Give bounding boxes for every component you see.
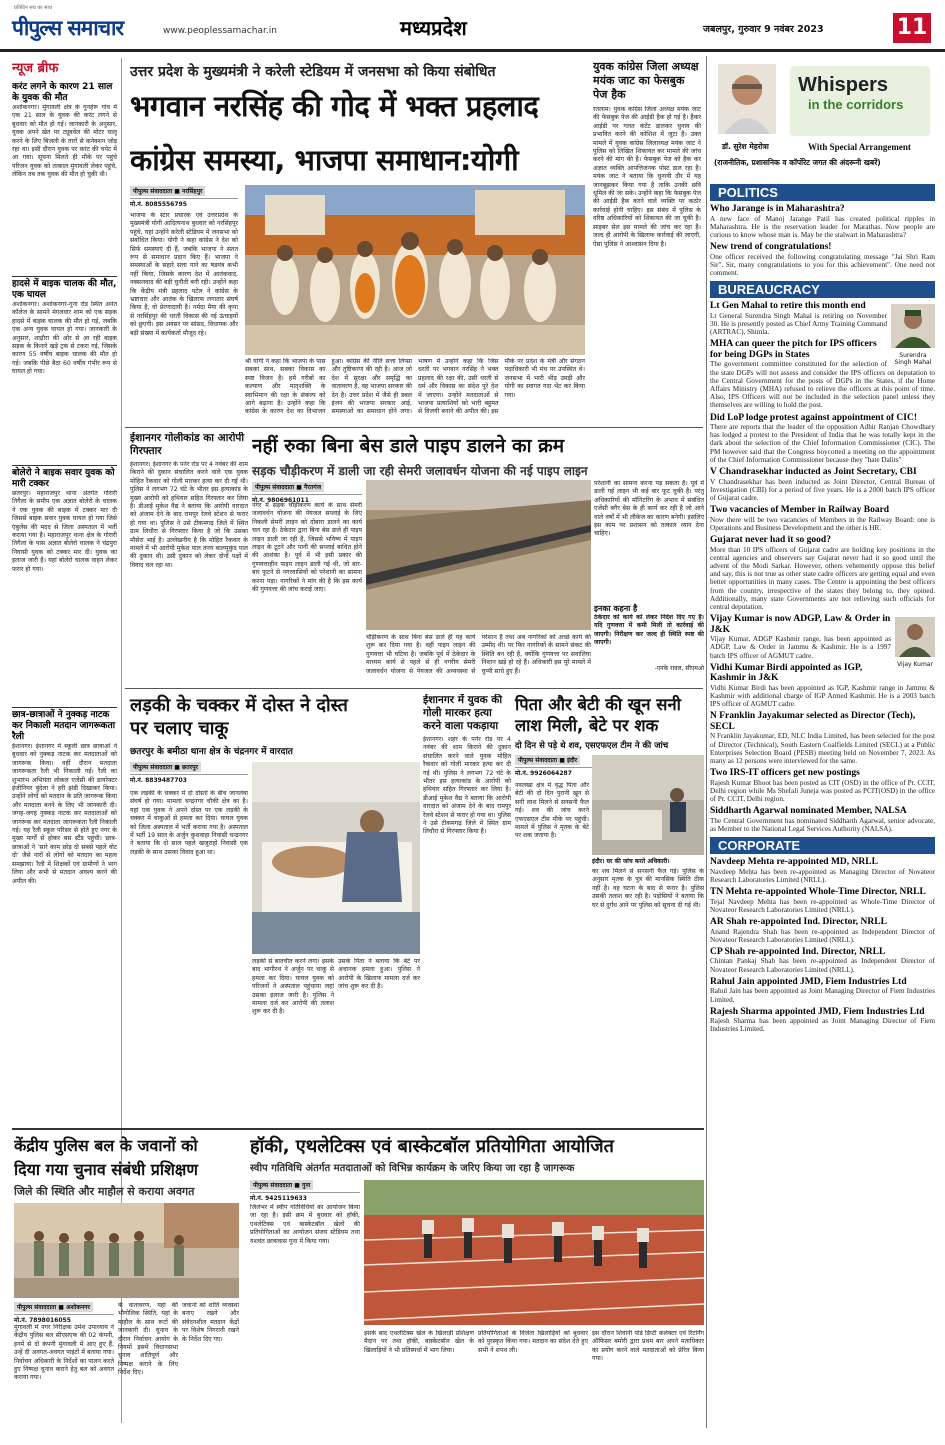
bureaucracy-headline: V Chandrasekhar inducted as Joint Secretary, CBI bbox=[710, 467, 917, 478]
brief-body: ईशानगर। ईशानगर में स्कूली छात्र छात्राओं ने बुधवार को नुक्कड़ नाटक कर मतदाताओं को जागरूक किया। वहीं दौरान मतदाता जागरूकता रैली भी निकाली गई। रैली का शुभारंभ अभियंता लोकल एजेंसी की डायरेक्टर इंजीनियर बुंदेला ने हरी झंडी दिखाकर किया। उन्होंने लोगों को मतदान के प्रति जागरूक किया और मतदाता बनने के लिए भी जानकारी दी। जगह-जगह नुक्कड़ नाटक कर मतदाताओं को जागरूक कर मतदाता जागरूकता रैली निकाली गई। यह रैली स्कूल परिसर से होते हुए नगर के मुख्य मार्गों से होकर बस स्टैंड पहुंची। छात्र-छात्राओं ने ‘सारे काम छोड़ दो सबसे पहले वोट दो’ जैसे नारों से लोगों को मतदान का महत्व समझाया। रैली में शिक्षकों एवं ग्रामीणों ने भाग लिया और सभी से मतदान अवश्य करने की अपील की। bbox=[12, 743, 117, 885]
officer-portrait bbox=[895, 617, 935, 657]
girl-credit: पीपुल्स संवाददाता ■ छतरपुर bbox=[130, 762, 201, 772]
athletics-race-image bbox=[364, 1180, 704, 1325]
columnist-name: डॉ. सुरेश मेहरोत्रा bbox=[722, 142, 769, 151]
corporate-headline: TN Mehta re-appointed Whole-Time Director, NRLL bbox=[710, 887, 926, 898]
bureaucracy-body: Now there will be two vacancies of Members in the Railway Board: one is Operations and Business Development and the other is HR. bbox=[710, 515, 935, 532]
brief-title: न्यूज ब्रीफ bbox=[12, 61, 59, 76]
corporate-body: Anand Rajendra Shah has been re-appointed as Independent Director of Novateor Research Laboratories Limited (NRLL). bbox=[710, 927, 935, 944]
logo-text: पीपुल्स समाचार bbox=[12, 16, 124, 40]
hockey-body: जिलेभर में स्वीप गतिविधियों का आयोजन किया जा रहा है। इसी क्रम में बुधवार को हॉकी, एथलेटिक्स एवं बास्केटबॉल खेलों की प्रतियोगिताओं का आयोजन संजय स्टेडियम तथा यशवंत छात्रावास गुना में किया गया। bbox=[250, 1204, 360, 1245]
brief-headline: हादसे में बाइक चालक की मौत, एक घायल bbox=[12, 276, 117, 301]
bureaucracy-headline: Two IRS-IT officers get new postings bbox=[710, 768, 860, 779]
general-portrait bbox=[891, 304, 935, 348]
corporate-body: Tejal Navdeep Mehta has been re-appointed as Whole-Time Director of Novateor Research Laboratories Limited (NRLL). bbox=[710, 897, 935, 914]
right-column bbox=[710, 184, 935, 1429]
bureaucracy-body: Vijay Kumar, ADGP Kashmir range, has been appointed as ADGP, Law & Order in Jammu & Kashmir. He is a 1997 batch IPS officer of AGMUT cadre. bbox=[710, 635, 891, 660]
corporate-body: Navdeep Mehta has been re-appointed as Managing Director of Novateor Research Laboratories Limited (NRLL). bbox=[710, 867, 935, 884]
bureaucracy-body: V Chandrasekhar has been inducted as Joint Director, Central Bureau of Investigation (CBI) for a period of five years. He is a 2000 batch IPS officer of Gujarat cadre. bbox=[710, 477, 935, 502]
bureaucracy-headline: MHA can queer the pitch for IPS officers for being DGPs in States bbox=[710, 339, 877, 360]
corporate-body: Rajesh Sharma has been appointed as Joint Managing Director of Fiem Industries Limited. bbox=[710, 1017, 935, 1034]
police-photo bbox=[14, 1203, 239, 1298]
page-number: 11 bbox=[893, 13, 931, 43]
brief-body: अशोकनगर। मुंगावली क्षेत्र के गुनहेरू गांव में एक 21 साल के युवक की करंट लगने से बुधवार को मौत हो गई। जानकारी के अनुसार, युवक अपने खेत पर ट्यूबवेल की मोटर चालू करने के लिए बिजली के तारों से कनेक्शन जोड़ रहा था। इसी दौरान युवक पर करंट की चपेट में आ गया। सूचना मिलते ही मौके पर पहुंचे परिजन युवक को तत्काल मुंगावली लेकर पहुंचे, लेकिन तब तक युवक की मौत हो चुकी थी। bbox=[12, 104, 117, 179]
girl-body: एक लड़की के चक्कर में दो दोस्तों के बीच जानलेवा संघर्ष हो गया। मामला चन्द्रनगर चौकी क्षेत्र का है। यहां एक युवक ने अपने दोस्त पर एक लड़की के चक्कर में चाकुओं से हमला कर दिया। घायल युवक को जिला अस्पताल में भर्ती कराया गया है। अस्पताल में भर्ती 19 साल के अर्जुन कुशवाहा निवासी चन्द्रनगर ने बताया कि दो साल पहले खजुराहो निवासी एक लड़की के साथ उसका विवाद हुआ था। bbox=[130, 790, 248, 856]
hockey-body-col3: प्रतियोगिताओं के विजेता खिलाड़ियों को बुधवार को पुरस्कृत किया गया। मतदान का संदेश देते हुए सभी ने शपथ ली। bbox=[478, 1330, 588, 1354]
youth-headline: युवक कांग्रेस जिला अध्यक्ष मयंक जाट का फेसबुक पेज हैक bbox=[593, 60, 699, 101]
police-phone: मो.नं. 7898016055 bbox=[14, 1314, 114, 1324]
lead-phone: मो.नं. 8085556795 bbox=[130, 198, 238, 208]
girl-credit-block bbox=[130, 762, 248, 784]
pipeline-right bbox=[594, 480, 704, 682]
bureaucracy-headline: N Franklin Jayakumar selected as Director (Tech), SECL bbox=[710, 711, 916, 732]
politics-band: POLITICS bbox=[710, 184, 935, 201]
brief-body: अशोकनगर। अशोकनगर-गुना रोड स्थित अनंत कॉलेज के सामने मंगलवार शाम को एक सड़क हादसे में बाइक चालक की मौत हो गई, जबकि एक अन्य युवक घायल हो गया। जानकारी के अनुसार, शाढ़ौरा की ओर से आ रही बाइक सड़क के किनारे खड़े ट्रक से टकरा गई, जिसके कारण 55 वर्षीय बाइक चालक की मौत हो गई। जबकि पीछे बैठा 60 वर्षीय गंभीर रूप से घायल हो गया। bbox=[12, 301, 117, 376]
bureaucracy-body: More than 10 IPS officers of Gujarat cadre are holding key positions in the central agencies and observers say Gujarat never had it so good until the advent of the Modi Sarkar. However, others vehemently oppose this belief and say, this is not true as other state cadre officers are getting equal and even better opportunities in many cases. The Centre is appointing the best officers from the country, irrespective of the states they belong to, they opined. Additionally, many state Governments are not relieving such officials for central deputation. bbox=[710, 545, 935, 611]
police-credit-block bbox=[14, 1302, 114, 1324]
politics-body: One officer received the following congratulating message "Jai Shri Ram Sir". Sir, many congratulations to you for this achievement". One need not comment. bbox=[710, 252, 935, 278]
whispers-logo bbox=[790, 66, 930, 136]
pipeline-body-col3: परेशानी का सामना करना पड़ सकता है। पूर्व में डाली गई लाइन भी कई बार फूट चुकी है। परंतु अधिकारियों की मॉनिटरिंग के अभाव में संबंधित एजेंसी बगैर बेस के ही कार्य कर रही है जो आने वाले वर्षों में भी लीकेज का कारण बनेगी। इसलिए इस काम पर प्रशासन को तत्काल ध्यान देना चाहिए। bbox=[594, 480, 704, 538]
father-body: नवलखा क्षेत्र में वृद्ध पिता और बेटी की दो दिन पुरानी खून से सनी लाश मिलने से सनसनी फैल गई। शव की जांच करने एफएसएल टीम मौके पर पहुंची। मामले में पुलिस ने मृतक के बेटे पर शक जताया है। bbox=[515, 782, 589, 840]
bureaucracy-body: The government committee constituted for the selection of the state DGPs will not assess and consider the IPS officers on deputation to the Central Government for the posts of DGPs in the States, if the Home Affairs Ministry (MHA) refused to relieve the officers at this point of time. Also, IPS Officers will not be included in the selection panel unless they themselves are willing to hold the post. bbox=[710, 360, 935, 410]
politics-headline: New trend of congratulations! bbox=[710, 242, 832, 253]
gun-body: ईशानगर। शहर के पनेर रोड पर 4 नवंबर की शाम किराने की दुकान संचालित करने वाले युवक मोहित रैकवार को गोली मारकर हत्या कर दी गई थी। पुलिस ने लगभग 72 घंटे के भीतर इस हत्याकांड के आरोपी को हथियार सहित गिरफ्तार कर लिया है। डीआई मुकेश वैद्य ने बताया कि आरोपी वारदात को अंजाम देने के बाद रामपुर रेलवे स्टेशन से फरार हो गया था। पुलिस ने उसे टीकमगढ़ जिले में स्थित ग्राम लिधौरा से गिरफ्तार किया है। bbox=[423, 736, 511, 836]
logo-tagline: प्रतिदिन सच का साथ bbox=[14, 5, 53, 11]
special-arrangement: With Special Arrangement bbox=[808, 142, 911, 152]
ishanagar-body: ईशानगर। ईशानगर के पनेर रोड पर 4 नवंबर की शाम किराने की दुकान संचालित करने वाले एक युवक मोहित रैकवार को गोली मारकर हत्या कर दी गई थी। पुलिस ने लगभग 72 घंटे के भीतर इस हत्याकांड के मुख्य आरोपी को हथियार सहित गिरफ्तार कर लिया है। डीआई मुकेश वैद्य ने बताया कि आरोपी वारदात को अंजाम देने के बाद रामपुर रेलवे स्टेशन से फरार हो गया था। पुलिस ने उसे टीकमगढ़ जिले में स्थित ग्राम लिधौरा से गिरफ्तार किया है जो कि उसका मौसेरा भाई है। उल्लेखनीय है कि मोहित रैकवार के मामले में भी आरोपी मुकेश पाल तनय बालमुकुंद पाल की दुकान थी। उसी दुकान को लेकर दोनों पक्षों में विवाद चल रहा था। bbox=[130, 461, 248, 569]
corporate-headline: Navdeep Mehta re-appointed MD, NRLL bbox=[710, 857, 878, 868]
girl-body-col2: लड़की से बातचीत करने लगा। इसके बाद भागीरथ ने अर्जुन पर चाकू से हमला कर दिया। घायल युवक को परिजनों ने अस्पताल पहुंचाया जहां उसका इलाज जारी है। पुलिस ने मामला दर्ज कर आरोपी की तलाश शुरू कर दी है। bbox=[252, 958, 334, 1016]
youth-body: रतलाम। युवक कांग्रेस जिला अध्यक्ष मयंक जाट की फेसबुक पेज की आईडी हैक हो गई है। हैकर आईडी पर गलत कंटेंट डालकर चुनाव की प्रभावित करने की कोशिश में जुटा है। उक्त मामले में युवक कांग्रेस जिलाध्यक्ष मयंक जाट ने पुलिस को लिखित शिकायत कर मामले की जांच करने की मांग की है। फेसबुक पेज को हैक कर अज्ञात व्यक्ति आपत्तिजनक पोस्ट डाल रहा है। मयंक जाट ने बताया कि चुनावी दौर में यह जानबूझकर किया गया है ताकि उनकी छवि धूमिल की जा सके। उन्होंने कहा कि फेसबुक पेज की आईडी हैक करने वाले व्यक्ति पर कठोर कार्रवाई होनी चाहिए। इस संबंध में पुलिस के वरिष्ठ अधिकारियों को शिकायत की जा चुकी है। साइबर सेल इस मामले की जांच कर रहा है। जल्द ही आरोपी के खिलाफ कार्रवाई की जाएगी, ऐसा पुलिस ने आश्वासन दिया है। bbox=[593, 106, 701, 248]
pipeline-credit: पीपुल्स संवाददाता ■ गैरतगंज bbox=[252, 482, 324, 492]
corporate-headline: CP Shah re-appointed Ind. Director, NRLL bbox=[710, 946, 886, 957]
pipeline-quote: ठेकेदार को कार्य को लेकर निर्देश दिए गए हैं। यदि गुणवत्ता में कमी मिली तो कार्रवाई की जाएगी। निरीक्षण कर जल्द ही स्थिति स्पष्ट की जाएगी। bbox=[594, 614, 704, 647]
lead-headline-2: कांग्रेस समस्या, भाजपा समाधान:योगी bbox=[130, 143, 519, 177]
column-rule bbox=[706, 56, 707, 1428]
lead-photo bbox=[245, 185, 585, 355]
section-divider bbox=[125, 427, 703, 428]
masthead-logo bbox=[12, 5, 124, 42]
lead-headline-1: भगवान नरसिंह की गोद में भक्त प्रहलाद bbox=[130, 89, 539, 123]
columnist-portrait bbox=[718, 64, 776, 134]
father-credit: पीपुल्स संवाददाता ■ इंदौर bbox=[515, 755, 580, 765]
vijay-photo bbox=[895, 617, 935, 668]
mahal-photo bbox=[891, 304, 935, 366]
hockey-credit: पीपुल्स संवाददाता ■ गुना bbox=[250, 1180, 313, 1190]
mahal-caption: Surendra Singh Mahal bbox=[894, 352, 932, 367]
pipeline-headline: नहीं रुका बिना बेस डाले पाइप डालने का क्रम bbox=[252, 435, 565, 457]
pipeline-photo bbox=[366, 480, 591, 630]
bureaucracy-headline: Lt Gen Mahal to retire this month end bbox=[710, 301, 866, 312]
hockey-body-col4: इस दौरान शिवानी पांडे डिप्टी कलेक्टर एवं रिटर्निंग ऑफिसर बमोरी द्वारा प्रथम बार अपने मताधिकार का प्रयोग करने वाले मतदाताओं को प्रेरित किया गया। bbox=[592, 1330, 704, 1363]
police-headline-1: केंद्रीय पुलिस बल के जवानों को bbox=[14, 1136, 198, 1155]
hockey-credit-block bbox=[250, 1180, 360, 1202]
pipeline-credit-block bbox=[252, 482, 362, 504]
whispers-subtitle: in the corridors bbox=[808, 97, 904, 112]
father-body-col2: का शव मिलने से सनसनी फैल गई। पुलिस के अनुसार मृतक के पुत्र की मानसिक स्थिति ठीक नहीं है। वह घटना के बाद से फरार है। पुलिस उसकी तलाश कर रही है। पड़ोसियों ने बताया कि घर से दुर्गंध आने पर पुलिस को सूचना दी गई थी। bbox=[592, 868, 704, 909]
whispers-descriptor: (राजनीतिक, प्रशासनिक व कॉर्पोरेट जगत की अंदरूनी खबरें) bbox=[714, 158, 881, 167]
police-headline-2: दिया गया चुनाव संबंधी प्रशिक्षण bbox=[14, 1160, 198, 1179]
bureaucracy-headline: Did LoP lodge protest against appointment of CIC! bbox=[710, 412, 917, 423]
brief-headline: बोलेरो ने बाइक सवार युवक को मारी टक्कर bbox=[12, 465, 117, 490]
vijay-caption: Vijay Kumar bbox=[897, 661, 933, 669]
ishanagar-headline: ईशानगर गोलीकांड का आरोपी गिरफ्तार bbox=[130, 432, 245, 457]
police-body-col3: जवानों को शांति व्यवस्था बनाए रखने और संवेदनशील मतदान केंद्रों पर विशेष निगरानी रखने के निर्देश दिए गए। bbox=[182, 1302, 239, 1343]
pipeline-body-col2: चौड़ीकरण के साथ बिना बेस डाले ही यह कार्य शुरू कर दिया गया है। वहीं पाइप लाइन की गुणवत्ता भी घटिया है। जबकि पूर्व में ठेकेदार के माध्यम कार्य से पहले से ही नगरीय सेमरी जलावर्धन योजना से पेयजल की अव्यवस्था से परेशान हैं तथा अब नागरिकों को अच्छे कार्य की उम्मीद थी। पर फिर नागरिकों के सामने संकट की स्थिति बन रही है, क्योंकि गुणवत्ता पर सवालिया निशान खड़े हो रहे हैं। अधिकारी इस पूरे मामले में चुप्पी साधे हुए हैं। bbox=[366, 634, 591, 675]
section-divider bbox=[12, 1128, 704, 1130]
pipeline-quote-title: इनका कहना है bbox=[594, 604, 638, 613]
bureaucracy-body: N Franklin Jayakumar, ED, NLC India Limited, has been selected for the post of Director (Technical), South Eastern Coalfields Limited (SECL) at a Public Enterprises Selection Board (PESB) meeting held on November 7, 2023. As many as 12 persons were interviewed for the same. bbox=[710, 732, 935, 766]
columnist-photo bbox=[718, 64, 776, 134]
lead-credit-block bbox=[130, 186, 238, 208]
lead-body-col1: भाजपा के स्टार प्रचारक एवं उत्तरप्रदेश के मुख्यमंत्री योगी आदित्यनाथ बुधवार को नरसिंहपुर पहुंचे, यहां उन्होंने करेली स्टेडियम में जनसभा को संबोधित किया। योगी ने कहा कांग्रेस ने देश को सिर्फ समस्याएं दी हैं, जबकि भाजपा ने सतत रूप से समाधान प्रदान किए हैं। भाजपा ने समस्याओं के सहारे सत्ता पाने का षडयंत्र कभी नहीं किया, जिसके कारण देश में आतंकवाद, नक्सलवाद की बड़ी चुनौती बनी रही। उन्होंने कहा कि केंद्रीय मंत्री प्रहलाद पटेल ने कांग्रेस के भ्रष्टाचार और आतंक के खिलाफ लगातार संघर्ष किया है, वो प्रेरणादायी है। नर्मदा मैया की कृपा से नरसिंहपुर की धरती विकास की नई ऊंचाइयों को छुएगी। इस अवसर पर सांसद, विधायक और बड़ी संख्या में कार्यकर्ता मौजूद रहे। bbox=[130, 212, 238, 337]
gun-headline: ईशानगर में युवक की गोली मारकर हत्या करने वाला पकड़ाया bbox=[423, 694, 503, 732]
politics-headline: Who Jarange is in Maharashtra? bbox=[710, 204, 845, 214]
father-subhead: दो दिन से पड़े थे शव, एसएफएल टीम ने की जांच bbox=[515, 741, 669, 751]
bureaucracy-body: There are reports that the leader of the opposition Adhir Ranjan Chowdhary has lodged a protest to the President of India that he was totally kept in the dark about the selection of the Chief Information Commissioner (CIC). The PM however said that the Congress boycotted a meeting on the appointment of the Chief Information Commissioner because they "hate Dalits" bbox=[710, 423, 935, 464]
father-headline: पिता और बेटी की खून सनी लाश मिली, बेटे पर शक bbox=[515, 695, 681, 735]
bureaucracy-headline: Two vacancies of Member in Railway Board bbox=[710, 505, 890, 516]
section-divider bbox=[125, 688, 703, 689]
brief-item bbox=[12, 276, 117, 463]
bureaucracy-body: Rajesh Kumar Bhoot has been posted as CIT (OSD) in the office of Pr. CCIT, Delhi region while Ms Shefali Juneja was posted as PCIT(OSD) in the office of Pr. CCIT, Delhi region. bbox=[710, 778, 935, 804]
bureaucracy-headline: Gujarat never had it so good? bbox=[710, 535, 831, 546]
pipeline-quote-by: -एनके रावल, सीएमओ bbox=[654, 665, 704, 672]
gun-story bbox=[423, 694, 511, 1124]
whispers-header bbox=[710, 58, 935, 176]
youth-story bbox=[593, 60, 701, 452]
hockey-photo bbox=[364, 1180, 704, 1325]
bureaucracy-body: Vidhi Kumar Birdi has been appointed as IGP, Kashmir range in Jammu & Kashmir with additional charge of IGP Armed Kashmir. He is a 2003 batch IPS officer of AGMUT cadre. bbox=[710, 683, 935, 709]
lead-kicker: उत्तर प्रदेश के मुख्यमंत्री ने करेली स्टेडियम में जनसभा को किया संबोधित bbox=[130, 64, 496, 80]
police-body-col2: के वातावरण, यहां की भौगोलिक स्थिति, यहां के माहौल के साथ रूटों की जानकारी दी। चुनाव के दौरान निर्वाचन आयोग के नियमों इसमें विधानसभा चुनाव शांतिपूर्ण और निष्पक्ष कराने के लिए निर्देश दिए। bbox=[118, 1302, 178, 1377]
girl-phone: मो.नं. 8839487703 bbox=[130, 774, 248, 784]
police-credit: पीपुल्स संवाददाता ■ अशोकनगर bbox=[14, 1302, 93, 1312]
bureaucracy-body: The Central Government has nominated Siddharth Agarwal, senior advocate, as Member to the National Legal Services Authority (NALSA). bbox=[710, 816, 935, 834]
hockey-headline: हॉकी, एथलेटिक्स एवं बास्केटबॉल प्रतियोगिता आयोजित bbox=[250, 1136, 614, 1157]
brief-item bbox=[12, 80, 117, 274]
pipeline-subhead: सड़क चौड़ीकरण में डाली जा रही सेमरी जलावर्धन योजना की नई पाइप लाइन bbox=[252, 464, 588, 478]
corporate-headline: Rajesh Sharma appointed JMD, Fiem Industries Ltd bbox=[710, 1006, 925, 1017]
bureaucracy-headline: Siddharth Agarwal nominated Member, NALSA bbox=[710, 806, 907, 817]
masthead bbox=[0, 0, 945, 52]
hockey-phone: मो.नं. 9425119633 bbox=[250, 1192, 360, 1202]
father-photo bbox=[592, 755, 704, 855]
father-photo-caption: इंदौर। घर की जांच करते अधिकारी। bbox=[592, 858, 670, 865]
ishanagar-story bbox=[130, 432, 248, 672]
brief-body: छतरपुर। महाराजपुर थाना अंतर्गत गोरारी तिगैला के समीप एक अज्ञात बोलेरो के चालक ने एक युवक की बाइक में टक्कर मार दी जिससे बाइक सवार युवक घायल हो गया जिसे एंबुलेंस की मदद से जिला अस्पताल में भर्ती कराया गया है। महाराजपुर थाना क्षेत्र के गोरारी तिगैला के पास अज्ञात बोलेरो चालक ने चंद्रपुरा निवासी युवक को टक्कर मार दी। युवक का इलाज जारी है। यहां बोलेरो चालक वाहन लेकर फरार हो गया। bbox=[12, 490, 117, 573]
website-link[interactable]: www.peoplessamachar.in bbox=[163, 26, 277, 36]
corporate-headline: AR Shah re-appointed Ind. Director, NRLL bbox=[710, 917, 887, 928]
brief-headline: करंट लगने के कारण 21 साल के युवक की मौत bbox=[12, 82, 113, 103]
lead-credit: पीपुल्स संवाददाता ■ नरसिंहपुर bbox=[130, 186, 205, 196]
police-training-image bbox=[14, 1203, 239, 1298]
bureaucracy-headline: Vidhi Kumar Birdi appointed as IGP, Kashmir in J&K bbox=[710, 662, 863, 684]
hockey-body-col2: इसके बाद एथलेटिक्स खेल के खिलाड़ी प्रशिक्षण मैदान पर तथा हॉकी, बास्केटबॉल खेल के खिलाड़ियों ने भी प्रतिस्पर्धा में भाग लिया। bbox=[364, 1330, 474, 1354]
bureaucracy-headline: Vijay Kumar is now ADGP, Law & Order in J&K bbox=[710, 614, 891, 635]
bureaucracy-body: Lt General Surendra Singh Mahal is retiring on November 30. He is presently posted as Chief Army Training Command (ARTRAC), Shimla. bbox=[710, 311, 887, 337]
girl-body-col3: उसके पिता ने बताया कि बेटे पर अचानक हमला हुआ। पुलिस ने आरोपी के खिलाफ मामला दर्ज कर जांच शुरू कर दी है। bbox=[338, 958, 420, 991]
hockey-subhead: स्वीप गतिविधि अंतर्गत मतदाताओं को विभिन्न कार्यक्रम के जरिए किया जा रहा है जागरूक bbox=[250, 1163, 575, 1174]
police-subhead: जिले की स्थिति और माहौल से कराया अवगत bbox=[14, 1185, 195, 1198]
corporate-headline: Rahul Jain appointed JMD, Fiem Industries Ltd bbox=[710, 976, 907, 987]
whispers-title: Whispers bbox=[798, 74, 889, 96]
police-body: मुंगावली में नगर निरीक्षक उमेश उपाध्याय ने केंद्रीय पुलिस बल सीएसएफ की 02 कंपनी, इनमें से दो कंपनी मुंगावली में आए हुए हैं, उन्हें दी अवगत-अवगत पाइंटों में बताया गया। निर्वाचन अधिकारी के निर्देशों का पालन करते हुए निष्पक्ष चुनाव कराने हेतु बल को अवगत कराया गया। bbox=[14, 1324, 114, 1382]
father-phone: मो.नं. 9926064287 bbox=[515, 767, 615, 777]
girl-subhead: छतरपुर के बमीठा थाना क्षेत्र के चंद्रनगर में वारदात bbox=[130, 747, 293, 757]
bureaucracy-band: BUREAUCRACY bbox=[710, 281, 935, 298]
yogi-rally-image bbox=[245, 185, 585, 355]
crime-scene-image bbox=[592, 755, 704, 855]
corporate-body: Chintan Pankaj Shah has been re-appointed as Independent Director of Novateor Research Laboratories Limited (NRLL). bbox=[710, 957, 935, 974]
pipe-trench-image bbox=[366, 480, 591, 630]
corporate-band: CORPORATE bbox=[710, 837, 935, 854]
section-title: मध्यप्रदेश bbox=[400, 16, 467, 40]
corporate-body: Rahul Jain has been appointed as Joint Managing Director of Fiem Industries Limited. bbox=[710, 987, 935, 1004]
pipeline-phone: मो.नं. 9806961011 bbox=[252, 494, 362, 504]
brief-headline: छात्र-छात्राओं ने नुक्कड़ नाटक कर निकाली मतदान जागरूकता रैली bbox=[12, 707, 117, 743]
hospital-image bbox=[252, 762, 420, 954]
girl-photo bbox=[252, 762, 420, 954]
brief-item bbox=[12, 465, 117, 705]
dateline: जबलपुर, गुरुवार 9 नवंबर 2023 bbox=[703, 24, 824, 35]
politics-body: A new face of Manoj Jarange Patil has created political ripples in Maharashtra. He is the reservation leader for Marathas. Now people are curious to know whose man is. May be the stalwart in Maharashtra? bbox=[710, 214, 935, 239]
girl-headline: लड़की के चक्कर में दोस्त ने दोस्त पर चलाए चाकू bbox=[130, 695, 348, 739]
lead-body-col2: श्री योगी ने कहा कि भाजपा के पास सबका साथ, सबका विकास का स्पष्ट विजन है। हमें गरीबों का कल्याण और मातृशक्ति के स्वाभिमान की रक्षा के संकल्प को आगे बढ़ाना है। उन्होंने कहा कि कांग्रेस के कारण देश का विभाजन हुआ। कांग्रेस की नीति सत्ता लिप्सा और तुष्टिकरण की रही है। आज जो देश में सुरक्षा और समृद्धि का वातावरण है, वह भाजपा सरकार की देन है। उत्तर प्रदेश में जैसे ही डबल इंजन की भाजपा सरकार आई, समस्याओं का समाधान होने लगा। भाषण में उन्होंने कहा कि जिस धरती पर भगवान नरसिंह ने भक्त प्रहलाद की रक्षा की, उसी धरती से धर्म और विकास का संदेश पूरे देश में जाएगा। उन्होंने मतदाताओं से भाजपा प्रत्याशियों को भारी बहुमत से विजयी बनाने की अपील की। इस मौके पर प्रदेश के मंत्री और संगठन पदाधिकारी भी मंच पर उपस्थित थे। जनसभा में भारी भीड़ उमड़ी और योगी का स्वागत गदा भेंट कर किया गया। bbox=[245, 358, 585, 416]
pipeline-body-col1: नगर में सड़क चौड़ीकरण कार्य के साथ सेमरी जलावर्धन योजना की पेयजल सप्लाई के लिए निकली सेमरी लाइन को दोबारा डालने का कार्य चल रहा है। ठेकेदार द्वारा बिना बेस डाले ही पाइप लाइन डाली जा रही है, जिससे भविष्य में पाइप लाइन के टूटने और पानी की सप्लाई बाधित होने की आशंका है। पूर्व में भी इसी प्रकार की गुणवत्ताहीन पाइप लाइन डाली गई थी, जो बार-बार फूटने से नगरवासियों को परेशानी का सामना करना पड़ा। नागरिकों ने मांग की है कि इस कार्य की गुणवत्ता की जांच कराई जाए। bbox=[252, 502, 362, 594]
